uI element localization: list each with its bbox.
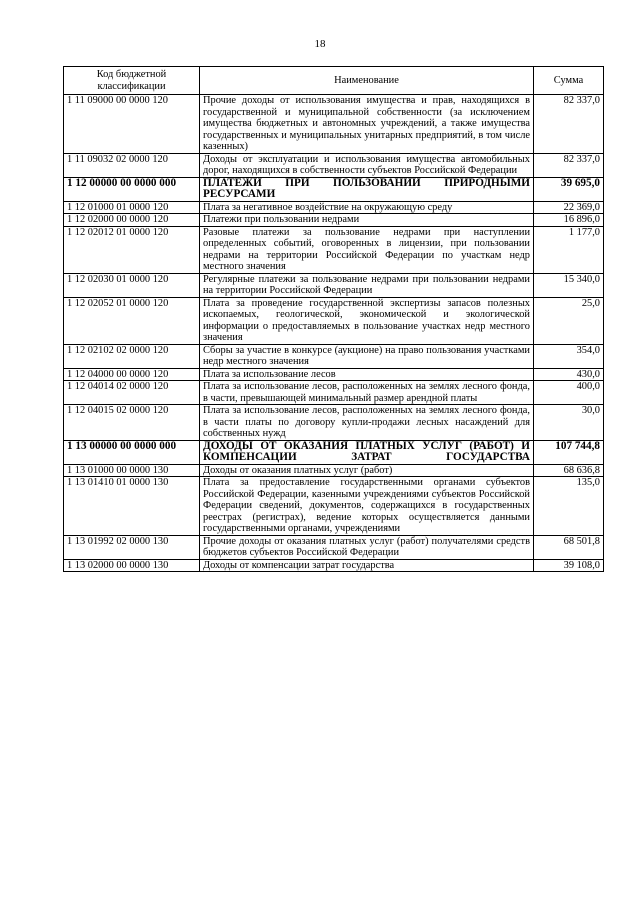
code-cell: 1 12 02030 01 0000 120	[64, 273, 200, 297]
sum-cell: 25,0	[534, 297, 604, 344]
table-row	[64, 344, 604, 368]
page-number: 18	[314, 38, 326, 50]
table-body	[64, 95, 604, 572]
sum-cell: 15 340,0	[534, 273, 604, 297]
sum-cell: 68 636,8	[534, 464, 604, 477]
code-cell: 1 12 04000 00 0000 120	[64, 368, 200, 381]
table-row	[64, 226, 604, 273]
sum-cell: 30,0	[534, 405, 604, 441]
name-cell: Прочие доходы от оказания платных услуг (работ) получателями средств бюджетов субъектов Российской Федерации	[200, 535, 534, 559]
sum-cell: 135,0	[534, 477, 604, 536]
table-row	[64, 214, 604, 227]
budget-table	[63, 66, 604, 572]
header-code: Код бюджетной классификации	[64, 67, 200, 95]
code-cell: 1 12 02102 02 0000 120	[64, 344, 200, 368]
name-cell: Прочие доходы от использования имущества и прав, находящихся в государственной и муниципальной собственности (за исключением имущества бюджетных и автономных учреждений, а также имущества государственных и муниципальных унитарных предприятий, в том числе казенных)	[200, 95, 534, 154]
name-cell: Регулярные платежи за пользование недрами при пользовании недрами на территории Российской Федерации	[200, 273, 534, 297]
name-cell: Доходы от компенсации затрат государства	[200, 559, 534, 572]
name-cell: Плата за использование лесов, расположенных на землях лесного фонда, в части платы по договору купли-продажи лесных насаждений для собственных нужд	[200, 405, 534, 441]
code-cell: 1 13 01410 01 0000 130	[64, 477, 200, 536]
table-row	[64, 405, 604, 441]
code-cell: 1 11 09000 00 0000 120	[64, 95, 200, 154]
sum-cell: 400,0	[534, 381, 604, 405]
code-cell: 1 13 00000 00 0000 000	[64, 440, 200, 464]
name-cell: Плата за негативное воздействие на окружающую среду	[200, 201, 534, 214]
sum-cell: 22 369,0	[534, 201, 604, 214]
name-cell: ДОХОДЫ ОТ ОКАЗАНИЯ ПЛАТНЫХ УСЛУГ (РАБОТ) И КОМПЕНСАЦИИ ЗАТРАТ ГОСУДАРСТВА	[200, 440, 534, 464]
code-cell: 1 13 01992 02 0000 130	[64, 535, 200, 559]
name-cell: ПЛАТЕЖИ ПРИ ПОЛЬЗОВАНИИ ПРИРОДНЫМИ РЕСУРСАМИ	[200, 177, 534, 201]
code-cell: 1 13 01000 00 0000 130	[64, 464, 200, 477]
table-row	[64, 535, 604, 559]
code-cell: 1 12 02052 01 0000 120	[64, 297, 200, 344]
sum-cell: 430,0	[534, 368, 604, 381]
sum-cell: 354,0	[534, 344, 604, 368]
code-cell: 1 12 02012 01 0000 120	[64, 226, 200, 273]
sum-cell: 39 108,0	[534, 559, 604, 572]
code-cell: 1 13 02000 00 0000 130	[64, 559, 200, 572]
table-row	[64, 559, 604, 572]
table-row	[64, 201, 604, 214]
table-row	[64, 464, 604, 477]
code-cell: 1 12 04015 02 0000 120	[64, 405, 200, 441]
name-cell: Сборы за участие в конкурсе (аукционе) на право пользования участками недр местного значения	[200, 344, 534, 368]
sum-cell: 82 337,0	[534, 153, 604, 177]
code-cell: 1 12 04014 02 0000 120	[64, 381, 200, 405]
code-cell: 1 11 09032 02 0000 120	[64, 153, 200, 177]
name-cell: Платежи при пользовании недрами	[200, 214, 534, 227]
name-cell: Доходы от эксплуатации и использования имущества автомобильных дорог, находящихся в собственности субъектов Российской Федерации	[200, 153, 534, 177]
table-row	[64, 440, 604, 464]
header-name: Наименование	[200, 67, 534, 95]
table-row	[64, 273, 604, 297]
table-row	[64, 177, 604, 201]
name-cell: Разовые платежи за пользование недрами при наступлении определенных событий, оговоренных в лицензии, при пользовании недрами на территории Российской Федерации по участкам недр местного значения	[200, 226, 534, 273]
table-row	[64, 95, 604, 154]
name-cell: Плата за использование лесов	[200, 368, 534, 381]
sum-cell: 107 744,8	[534, 440, 604, 464]
table-row	[64, 381, 604, 405]
code-cell: 1 12 00000 00 0000 000	[64, 177, 200, 201]
sum-cell: 1 177,0	[534, 226, 604, 273]
sum-cell: 39 695,0	[534, 177, 604, 201]
header-sum: Сумма	[534, 67, 604, 95]
table-row	[64, 477, 604, 536]
name-cell: Плата за проведение государственной экспертизы запасов полезных ископаемых, геологической, экономической и экологической информации о предоставляемых в пользование участках недр местного значения	[200, 297, 534, 344]
name-cell: Доходы от оказания платных услуг (работ)	[200, 464, 534, 477]
table-row	[64, 368, 604, 381]
sum-cell: 16 896,0	[534, 214, 604, 227]
name-cell: Плата за использование лесов, расположенных на землях лесного фонда, в части, превышающей минимальный размер арендной платы	[200, 381, 534, 405]
name-cell: Плата за предоставление государственными органами субъектов Российской Федерации, казенными учреждениями субъектов Российской Федерации сведений, документов, содержащихся в государственных реестрах (регистрах), ведение которых осуществляется данными государственными органами, учреждениями	[200, 477, 534, 536]
sum-cell: 68 501,8	[534, 535, 604, 559]
code-cell: 1 12 02000 00 0000 120	[64, 214, 200, 227]
table-row	[64, 297, 604, 344]
table-row	[64, 153, 604, 177]
sum-cell: 82 337,0	[534, 95, 604, 154]
table-header-row	[64, 67, 604, 95]
code-cell: 1 12 01000 01 0000 120	[64, 201, 200, 214]
